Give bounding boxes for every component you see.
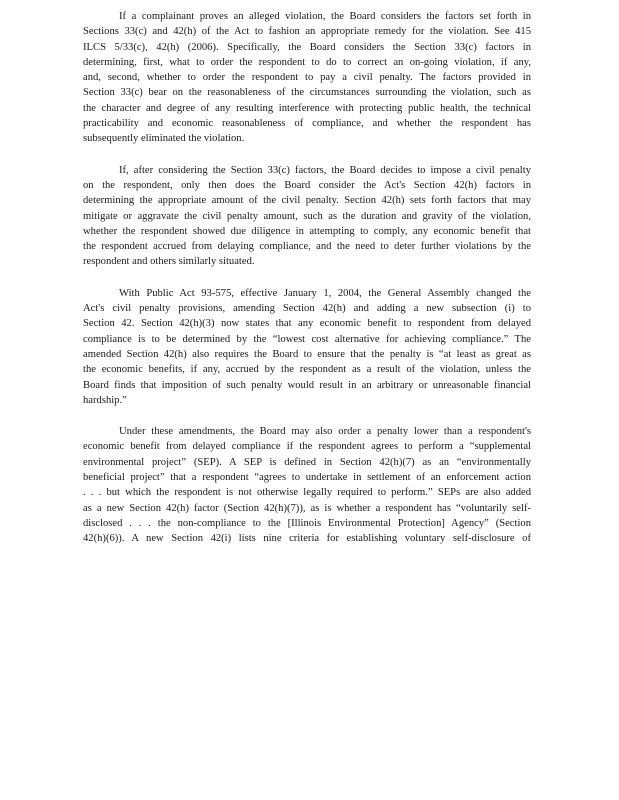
text-line: Under these amendments, the Board may also order a penalty lower than a respondent's (119, 426, 531, 438)
text-line: determining the appropriate amount of the civil penalty. Section 42(h) sets forth factors that may (83, 195, 531, 207)
text-line: Board finds that imposition of such penalty would result in an arbitrary or unreasonable financial (83, 379, 531, 391)
text-line: Section 33(c) bear on the reasonableness of the circumstances surrounding the violation, such as (83, 87, 531, 99)
text-line: 42(h)(6)). A new Section 42(i) lists nine criteria for establishing voluntary self-disclosure of (83, 533, 531, 545)
text-line: the respondent accrued from delaying compliance, and the need to deter further violations by the (83, 241, 531, 253)
text-line: Section 42. Section 42(h)(3) now states that any economic benefit to respondent from delayed (83, 318, 531, 330)
text-line: . . . but which the respondent is not otherwise legally required to perform.” SEPs are also added (83, 487, 531, 499)
text-line: disclosed . . . the non-compliance to the [Illinois Environmental Protection] Agency” (Section (83, 517, 531, 529)
text-line: respondent and others similarly situated. (83, 256, 255, 268)
text-line: on the respondent, only then does the Board consider the Act's Section 42(h) factors in (83, 179, 531, 191)
text-line: compliance is to be determined by the “lowest cost alternative for achieving compliance.” The (83, 333, 531, 345)
document-body (83, 9, 531, 563)
text-line: If a complainant proves an alleged violation, the Board considers the factors set forth in (119, 11, 531, 22)
text-line: If, after considering the Section 33(c) factors, the Board decides to impose a civil penalty (119, 164, 531, 176)
paragraph-public-act (83, 286, 531, 408)
text-line: environmental project” (SEP). A SEP is defined in Section 42(h)(7) as an “environmentally (83, 456, 531, 468)
text-line: Act's civil penalty provisions, amending Section 42(h) and adding a new subsection (i) to (83, 303, 531, 315)
text-line: economic benefit from delayed compliance if the respondent agrees to perform a “supplemental (83, 441, 531, 453)
paragraph-sep-amendments (83, 424, 531, 546)
text-line: practicability and economic reasonableness of compliance, and whether the respondent has (83, 118, 531, 130)
text-line: the character and degree of any resulting interference with protecting public health, the technical (83, 102, 531, 114)
text-line: mitigate or aggravate the civil penalty amount, such as the duration and gravity of the violation, (83, 210, 531, 222)
text-line: hardship.” (83, 394, 127, 406)
text-line: Sections 33(c) and 42(h) of the Act to fashion an appropriate remedy for the violation. See 415 (83, 26, 531, 38)
paragraph-remedy-factors (83, 9, 531, 147)
paragraph-civil-penalty (83, 163, 531, 270)
text-line: as a new Section 42(h) factor (Section 42(h)(7)), as is whether a respondent has “voluntarily self- (83, 502, 531, 514)
text-line: the economic benefits, if any, accrued by the respondent as a result of the violation, unless the (83, 364, 531, 376)
text-line: whether the respondent showed due diligence in attempting to comply, any economic benefit that (83, 225, 531, 237)
text-line: ILCS 5/33(c), 42(h) (2006). Specifically, the Board considers the Section 33(c) factors in (83, 41, 531, 53)
text-line: With Public Act 93-575, effective January 1, 2004, the General Assembly changed the (119, 287, 531, 299)
text-line: and, second, whether to order the respondent to pay a civil penalty. The factors provided in (83, 72, 531, 84)
text-line: beneficial project” that a respondent “agrees to undertake in settlement of an enforcement action (83, 472, 531, 484)
text-line: subsequently eliminated the violation. (83, 133, 245, 145)
text-line: amended Section 42(h) also requires the Board to ensure that the penalty is “at least as great as (83, 348, 531, 360)
text-line: determining, first, what to order the respondent to do to correct an on-going violation, if any, (83, 56, 531, 68)
